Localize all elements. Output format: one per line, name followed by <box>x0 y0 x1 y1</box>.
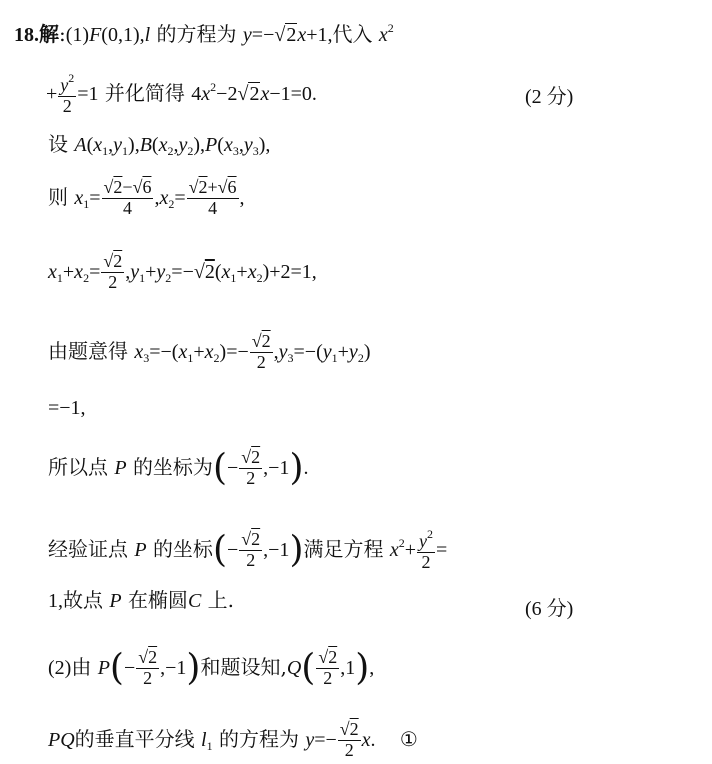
part2-tag: (2) <box>48 656 72 679</box>
text-l10c: 上. <box>207 588 234 612</box>
text-l1b: 代入 <box>332 22 373 46</box>
line-3: 设 $A(x_1,y_1),B(x_2,y_2),P(x_3,y_3)$, <box>48 132 271 158</box>
text-l1a: 的方程为 <box>156 22 237 46</box>
text-l4a: 则 <box>48 184 68 209</box>
solution-label: 解 <box>39 22 59 46</box>
line-2: + $\frac{y^2}{2}$ =1 并化简得 $4x^2-2√2x-1=0$. <box>46 71 317 116</box>
line-10: 1,故点 P 在椭圆C 上. <box>48 588 234 612</box>
part1-tag: (1) <box>65 24 90 46</box>
score-first: (2 分) <box>525 86 574 108</box>
text-l12b: 的方程为 <box>218 726 299 751</box>
text-l11b: 和题设知, <box>200 654 287 679</box>
text-l10b: 在椭圆 <box>127 588 188 612</box>
text-l6a: 由题意得 <box>48 338 128 363</box>
problem-number: 18. <box>14 24 39 46</box>
text-l2a: 并化简得 <box>104 80 185 105</box>
line-4: 则 $x_1=$ $\frac{√2-√6}{4}$ $,x_2=$ $\frac{√2+√6}{4}$ , <box>48 177 245 218</box>
score-second: (6 分) <box>525 598 574 620</box>
line-9: 经验证点 P 的坐标(− $\frac{√2}{2}$ ,−1)满足方程 $x^2+$ $\frac{y^2}{2}$ = <box>48 527 448 572</box>
text-l3a: 设 <box>48 132 68 156</box>
text-l9a: 经验证点 <box>48 536 128 561</box>
circled-mark: ① <box>399 726 418 751</box>
text-l8b: 的坐标为 <box>132 454 213 479</box>
line-6: 由题意得 $x_3=-(x_1+x_2)=-$ $\frac{√2}{2}$ $,y_3=-(y_1+y_2)$ <box>48 331 371 372</box>
text-l12a: 的垂直平分线 <box>74 726 195 751</box>
line-11: (2)由 P(− $\frac{√2}{2}$ ,−1)和题设知,Q( $\frac{√2}{2}$ ,1), <box>48 647 375 689</box>
line-12: PQ的垂直平分线 $l_1$ 的方程为 y=− $\frac{√2}{2}$ x. ① <box>48 719 418 760</box>
text-l10a: 故点 <box>63 588 103 612</box>
line-5: $x_1+x_2=$ $\frac{√2}{2}$ $,y_1+y_2=-√2(x_1+x_2)+2=1$, <box>48 251 317 292</box>
text-l11a: 由 <box>71 654 92 679</box>
text-l8a: 所以点 <box>48 454 108 479</box>
line-7: =−1, <box>48 397 86 419</box>
text-l9b: 的坐标 <box>152 536 213 561</box>
line-1: 18.解:(1)F(0,1),l 的方程为 y=−√2x+1,代入 $x^2$ <box>14 21 394 46</box>
line-8: 所以点 P 的坐标为(− $\frac{√2}{2}$ ,−1). <box>48 447 309 489</box>
text-l9c: 满足方程 <box>303 536 384 561</box>
